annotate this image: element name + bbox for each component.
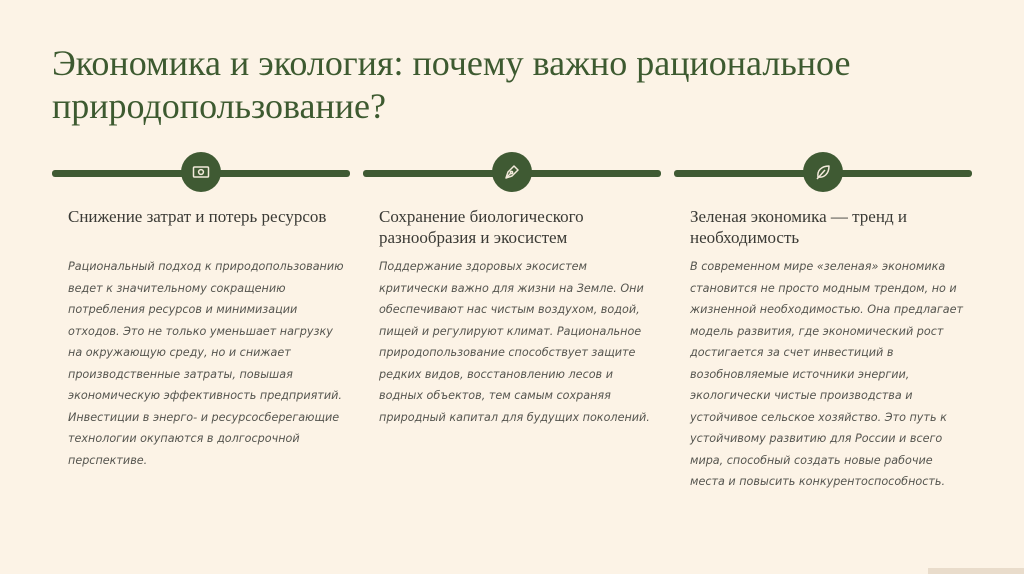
column-text: Рациональный подход к природопользованию ведет к значительному сокращению потребления ресурсов и минимизации отходов. Это не только уменьшает нагрузку на окружающую среду, но и снижает производственные затраты, повышая экономическую эффективность предприятий. Инвестиции в энерго- и ресурсосберегающие технологии окупаются в долгосрочной перспективе. [68, 260, 344, 467]
icon-badge [492, 152, 532, 192]
icon-badge [803, 152, 843, 192]
column-heading: Сохранение биологического разнообразия и экосистем [379, 207, 584, 247]
money-icon [191, 162, 211, 182]
corner-strip [928, 568, 1024, 574]
pen-nib-icon [502, 162, 522, 182]
column-heading: Зеленая экономика — тренд и необходимость [690, 207, 907, 247]
column-text: Поддержание здоровых экосистем критически важно для жизни на Земле. Они обеспечивают нас чистым воздухом, водой, пищей и регулируют климат. Рациональное природопользование способствует защите редких видов, восстановлению лесов и водных объектов, тем самым сохраняя природный капитал для будущих поколений. [379, 260, 650, 424]
page-title: Экономика и экология: почему важно рациональное природопользование? [52, 43, 851, 126]
leaf-icon [813, 162, 833, 182]
column-heading: Снижение затрат и потерь ресурсов [68, 207, 327, 226]
icon-badge [181, 152, 221, 192]
column-text: В современном мире «зеленая» экономика становится не просто модным трендом, но и жизненной необходимостью. Она предлагает модель развития, где экономический рост достигается за счет инвестиций в возобновляемые источники энергии, экологически чистые производства и устойчивое сельское хозяйство. Это путь к устойчивому развитию для России и всего мира, способный создать новые рабочие места и повысить конкурентоспособность. [690, 260, 963, 488]
